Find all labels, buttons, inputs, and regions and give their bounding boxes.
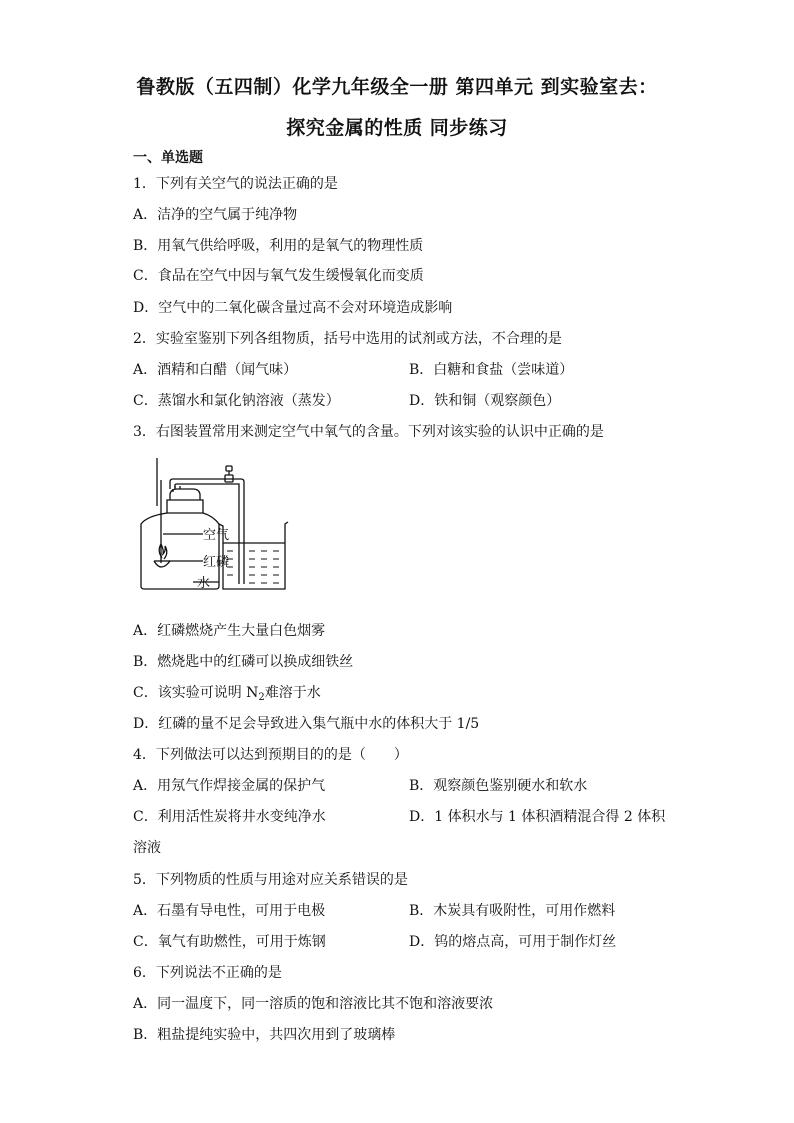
q6-option-a: A．同一温度下，同一溶质的饱和溶液比其不饱和溶液要浓: [133, 996, 494, 1012]
q4-option-d-continued: 溶液: [133, 840, 161, 856]
q3-option-b: B．燃烧匙中的红磷可以换成细铁丝: [133, 654, 354, 670]
q3-stem: 3．右图装置常用来测定空气中氧气的含量。下列对该实验的认识中正确的是: [133, 424, 604, 440]
title-line-2: 探究金属的性质 同步练习: [286, 117, 508, 139]
title-line-1: 鲁教版（五四制）化学九年级全一册 第四单元 到实验室去：: [136, 76, 658, 98]
q4-stem: 4．下列做法可以达到预期目的的是（ ）: [133, 747, 408, 763]
q1-option-c: C．食品在空气中因与氧气发生缓慢氧化而变质: [133, 268, 424, 284]
q3-option-a: A．红磷燃烧产生大量白色烟雾: [133, 623, 326, 639]
label-water: 水: [197, 576, 211, 591]
q2-option-c: C．蒸馏水和氯化钠溶液（蒸发）: [133, 393, 340, 409]
q5-option-b: B．木炭具有吸附性，可用作燃料: [409, 903, 616, 919]
q1-option-a: A．洁净的空气属于纯净物: [133, 207, 298, 223]
q3-option-c: [133, 682, 321, 703]
q2-option-b: B．白糖和食盐（尝味道）: [409, 362, 574, 378]
q1-option-d: D．空气中的二氧化碳含量过高不会对环境造成影响: [133, 300, 453, 316]
q6-stem: 6．下列说法不正确的是: [133, 965, 282, 981]
label-red-phosphorus: 红磷: [203, 555, 230, 570]
q1-stem: 1．下列有关空气的说法正确的是: [133, 176, 338, 192]
oxygen-content-apparatus-figure: [133, 458, 323, 597]
q4-option-b: B．观察颜色鉴别硬水和软水: [409, 778, 588, 794]
label-air: 空气: [203, 528, 230, 543]
q3-option-d: D．红磷的量不足会导致进入集气瓶中水的体积大于 1/5: [133, 716, 480, 732]
q4-option-a: A．用氖气作焊接金属的保护气: [133, 778, 326, 794]
q3-option-c-text-end: 难溶于水: [264, 685, 321, 701]
q3-option-c-subscript: 2: [258, 692, 265, 703]
q2-option-d: D．铁和铜（观察颜色）: [409, 393, 561, 409]
q3-option-c-text: C．该实验可说明 N: [133, 685, 259, 701]
q4-option-d: D．1 体积水与 1 体积酒精混合得 2 体积: [409, 809, 666, 825]
q5-option-a: A．石墨有导电性，可用于电极: [133, 903, 326, 919]
q2-stem: 2．实验室鉴别下列各组物质，括号中选用的试剂或方法，不合理的是: [133, 331, 562, 347]
q1-option-b: B．用氧气供给呼吸，利用的是氧气的物理性质: [133, 238, 424, 254]
q5-option-c: C．氧气有助燃性，可用于炼钢: [133, 934, 326, 950]
q2-option-a: A．酒精和白醋（闻气味）: [133, 362, 298, 378]
q5-option-d: D．钨的熔点高，可用于制作灯丝: [409, 934, 617, 950]
q6-option-b: B．粗盐提纯实验中，共四次用到了玻璃棒: [133, 1027, 396, 1043]
section-heading: 一、单选题: [133, 150, 203, 166]
q4-option-c: C．利用活性炭将井水变纯净水: [133, 809, 326, 825]
q5-stem: 5．下列物质的性质与用途对应关系错误的是: [133, 872, 408, 888]
